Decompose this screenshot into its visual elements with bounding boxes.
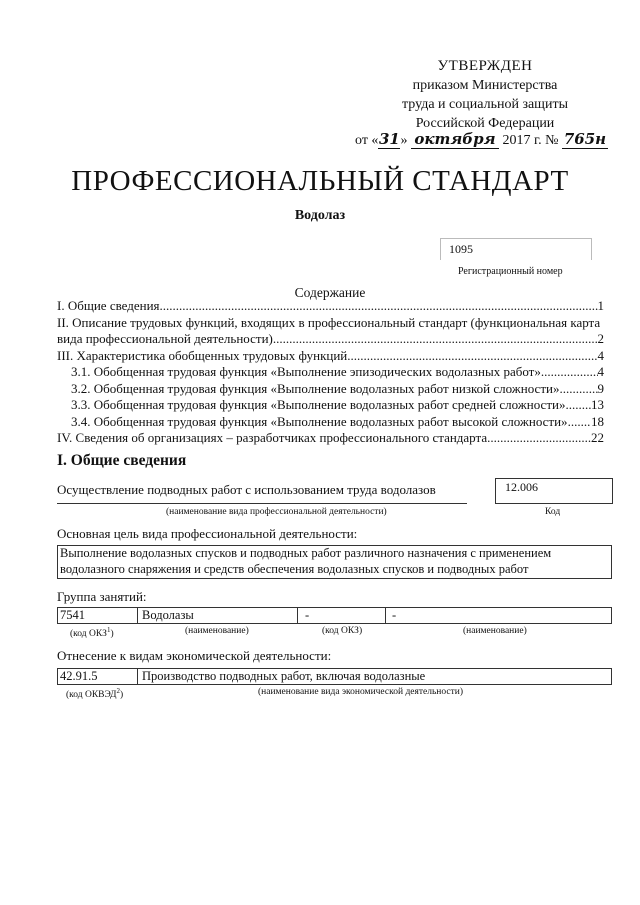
group-name: Водолазы [142,608,194,622]
group-table [57,607,612,624]
date-month: октября [411,130,499,149]
approval-line: приказом Министерства [412,78,558,93]
date-prefix: от « [355,133,379,148]
approval-line: труда и социальной защиты [402,97,568,112]
econ-label: Отнесение к видам экономической деятельности: [57,648,332,663]
approval-title: УТВЕРЖДЕН [437,58,533,74]
activity-code: 12.006 [505,480,538,494]
group-name: - [392,608,397,622]
toc-item[interactable]: III. Характеристика обобщенных трудовых функций ..... 4 [57,348,604,365]
goal-label: Основная цель вида профессиональной деятельности: [57,526,358,541]
toc-item[interactable]: 3.2. Обобщенная трудовая функция «Выполнение водолазных работ низкой сложности» ..... 9 [57,381,604,398]
econ-name: Производство подводных работ, включая водолазные [142,669,426,683]
toc-item[interactable]: II. Описание трудовых функций, входящих в профессиональный стандарт (функциональная карта [57,314,601,330]
toc-heading: Содержание [294,285,366,300]
activity-name: Осуществление подводных работ с использованием труда водолазов [57,482,436,497]
econ-code: 42.91.5 [60,669,98,683]
code-caption: Код [545,507,561,517]
date-mid: » [400,133,408,148]
approval-line: Российской Федерации [415,116,555,131]
approval-block [390,57,580,133]
order-number: 765н [563,130,607,148]
approval-date-line [355,130,625,149]
document-title: ПРОФЕССИОНАЛЬНЫЙ СТАНДАРТ [71,165,569,197]
activity-caption: (наименование вида профессиональной деятельности) [166,507,387,517]
econ-code-caption: (код ОКВЭД$^2$) [66,687,124,701]
toc-item[interactable]: 3.4. Обобщенная трудовая функция «Выполнение водолазных работ высокой сложности» ..... 18 [57,414,604,431]
goal-text-line: Выполнение водолазных спусков и подводных работ различного назначения с применением [60,546,552,560]
group-code: - [305,608,310,622]
table-divider [137,607,138,624]
group-code-caption: (код ОКЗ) [322,626,363,636]
group-name-caption: (наименование) [185,626,249,636]
registration-label: Регистрационный номер [458,266,563,277]
registration-number: 1095 [449,242,473,256]
toc-item[interactable]: вида профессиональной деятельности) ..... 2 [57,331,604,348]
table-divider [137,668,138,685]
group-label: Группа занятий: [57,589,147,604]
document-subtitle: Водолаз [294,208,346,223]
toc-item[interactable]: I. Общие сведения ..... 1 [57,298,604,315]
date-day: 31 [379,130,400,148]
activity-underline [57,503,467,504]
group-name-caption: (наименование) [463,626,527,636]
group-code: 7541 [60,608,85,622]
toc-item[interactable]: 3.3. Обобщенная трудовая функция «Выполнение водолазных работ средней сложности» ..... 13 [57,397,604,414]
goal-text-line: водолазного снаряжения и средств обеспечения водолазных спусков и подводных работ [60,562,529,576]
table-divider [385,607,386,624]
toc-item[interactable]: 3.1. Обобщенная трудовая функция «Выполнение эпизодических водолазных работ» ..... 4 [57,364,604,381]
table-of-contents [57,298,604,447]
group-code-caption: (код ОКЗ$^1$) [70,626,114,640]
econ-name-caption: (наименование вида экономической деятельности) [258,687,463,697]
toc-item[interactable]: IV. Сведения об организациях – разработчиках профессионального стандарта ..... 22 [57,430,604,447]
section-heading: I. Общие сведения [57,452,187,469]
date-year: 2017 г. № [502,133,559,148]
table-divider [297,607,298,624]
